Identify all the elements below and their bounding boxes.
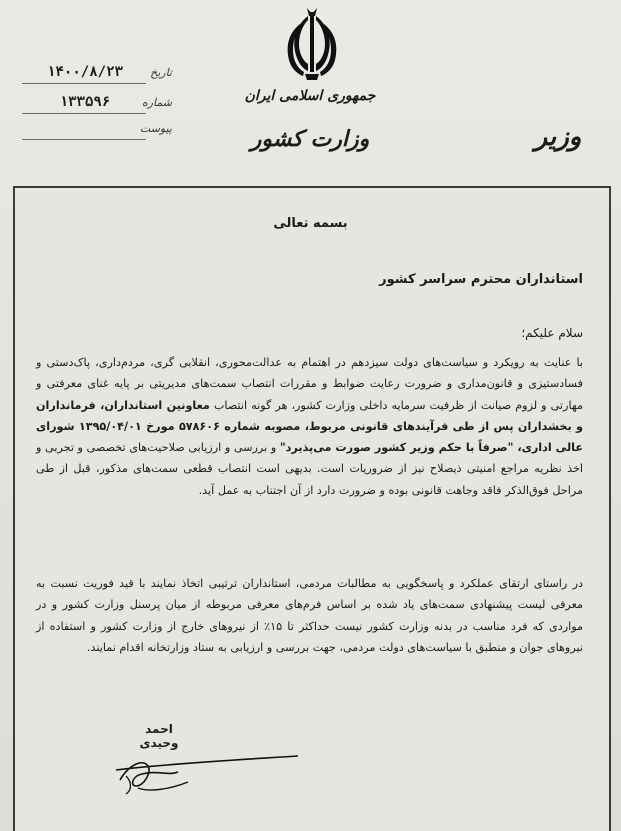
- recipient-line: استانداران محترم سراسر کشور: [379, 272, 583, 287]
- office-title: وزیر: [534, 122, 582, 152]
- number-value: ۱۳۳۵۹۶: [59, 94, 111, 110]
- attachment-underline: [22, 139, 146, 140]
- republic-name: جمهوری اسلامی ایران: [244, 88, 376, 104]
- iran-emblem-icon: [277, 8, 347, 86]
- signer-name: احمد وحیدی: [139, 722, 179, 750]
- handwritten-signature: [108, 736, 308, 796]
- number-underline: [22, 113, 146, 114]
- date-field: [22, 64, 172, 84]
- basmala: بسمه تعالی: [273, 216, 348, 231]
- attachment-label: پیوست: [139, 122, 172, 135]
- ministry-name: وزارت کشور: [250, 126, 370, 152]
- date-underline: [22, 83, 146, 84]
- paragraph-1-part-c: و بررسی و ارزیابی صلاحیت‌های تخصصی و تجربی و اخذ نظریه مراجع امنیتی ذیصلاح نیز از ضروریات است. بدیهی است انتصاب قطعی سمت‌های مذکور، قبل از طی مراحل فوق‌الذکر فاقد وجاهت قانونی بوده و ضرورت دارد از آن اجتناب به عمل آید.: [36, 441, 583, 497]
- paragraph-1-emphasis: معاونین استانداران، فرمانداران و بخشداران پس از طی فرآیندهای قانونی مربوط، مصوبه شماره ۵۷۸۶۰۶ مورخ ۱۳۹۵/۰۴/۰۱ شورای عالی اداری، "صرفاً با حکم وزیر کشور صورت می‌پذیرد": [36, 398, 583, 455]
- date-label: تاریخ: [150, 66, 172, 79]
- number-label: شماره: [141, 96, 172, 109]
- paragraph-1: [36, 352, 583, 501]
- number-field: [22, 94, 172, 114]
- date-value: ۱۴۰۰/۸/۲۳: [47, 64, 123, 80]
- paragraph-2: در راستای ارتقای عملکرد و پاسخگویی به مطالبات مردمی، استانداران ترتیبی اتخاذ نمایند با قید فوریت نسبت به معرفی لیست پیشنهادی سمت‌های یاد شده بر اساس فرم‌های معرفی مربوطه از میان پرسنل وزارت کشور و در مواردی که فرد مناسب در بدنه وزارت کشور نیست حداکثر تا ۱۵٪ از نیروهای خارج از وزارت کشور و استفاده از نیروهای جوان و منطبق با سیاست‌های دولت مردمی، جهت بررسی و ارزیابی به ستاد وزارتخانه اقدام نمایند.: [36, 577, 583, 654]
- attachment-field: [22, 120, 172, 140]
- paragraph-1-part-a: با عنایت به رویکرد و سیاست‌های دولت سیزدهم در اهتمام به عدالت‌محوری، انقلابی گری، مردم‌داری، پاک‌دستی و فسادستیزی و قانون‌مداری و ضرورت رعایت ضوابط و مقررات انتصاب سمت‌های مدیریتی بر پایه غنای معرفتی و مهارتی و لزوم صیانت از ظرفیت سرمایه داخلی وزارت کشور، هر گونه انتصاب: [36, 356, 583, 412]
- greeting: سلام علیکم؛: [521, 326, 583, 340]
